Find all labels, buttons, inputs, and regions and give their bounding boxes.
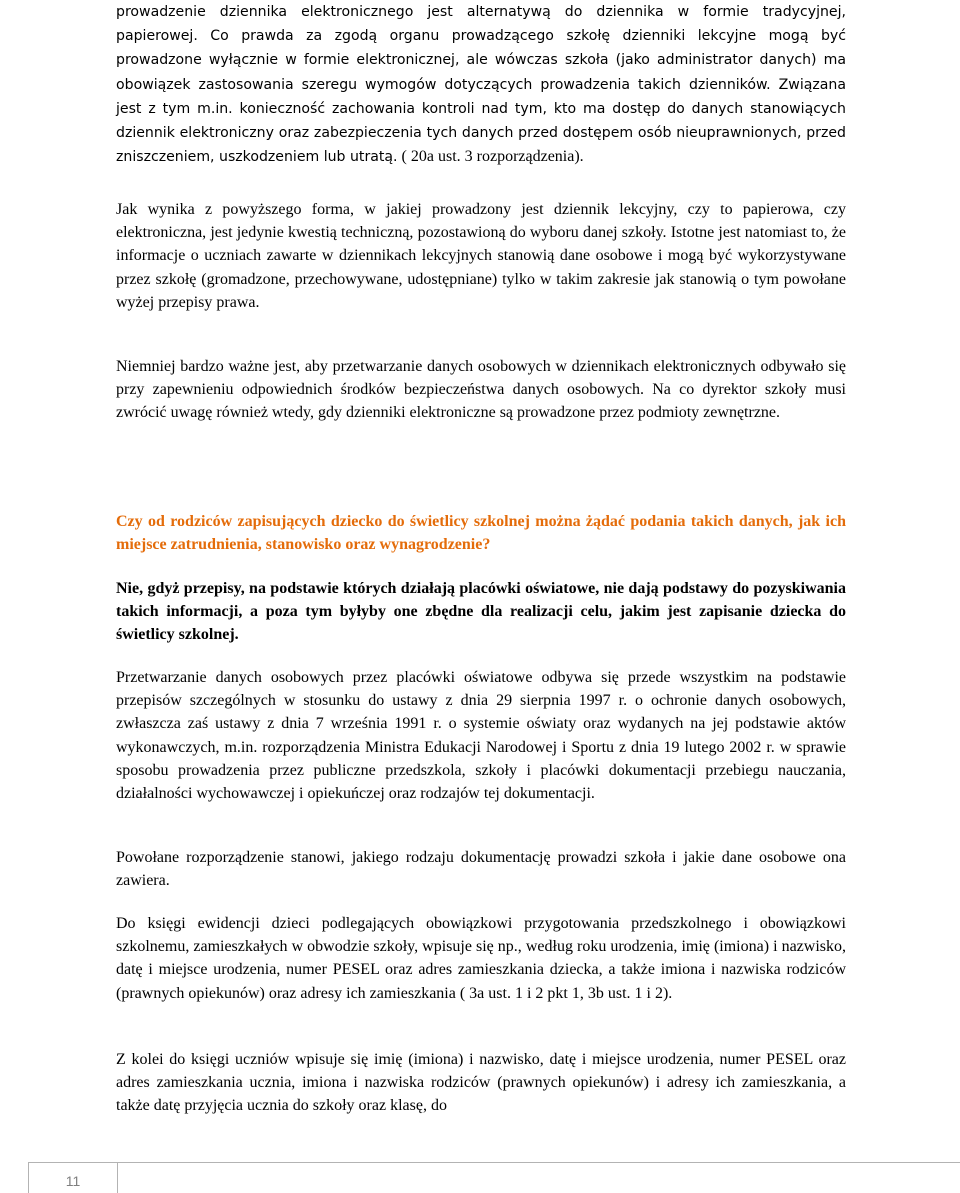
paragraph-text: prowadzenie dziennika elektronicznego jest alternatywą do dziennika w formie tradycyjnej, papierowej. Co prawda za zgodą organu prowadzącego szkołę dzienniki lekcyjne mogą być prowadzone wyłącznie w formie elektronicznej, ale wówczas szkoła (jako administrator danych) ma obowiązek zastosowania szeregu wymogów dotyczących prowadzenia takich dzienników. Związana jest z tym m.in. konieczność zachowania kontroli nad tym, kto ma dostęp do danych stanowiących dziennik elektroniczny oraz zabezpieczenia tych danych przed dostępem osób nieuprawnionych, przed zniszczeniem, uszkodzeniem lub utratą. bbox=[116, 4, 846, 166]
answer-bold: Nie, gdyż przepisy, na podstawie których działają placówki oświatowe, nie dają podstawy do pozyskiwania takich informacji, a poza tym byłyby one zbędne dla realizacji celu, jakim jest zapisanie dziecka do świetlicy szkolnej. bbox=[116, 580, 846, 644]
paragraph-electronic-register bbox=[116, 0, 846, 169]
paragraph-citation: ( 20a ust. 3 rozporządzenia). bbox=[397, 148, 584, 166]
paragraph-data-security bbox=[116, 355, 846, 425]
paragraph-legal-basis: Przetwarzanie danych osobowych przez placówki oświatowe odbywa się przede wszystkim na podstawie przepisów szczególnych w stosunku do ustawy z dnia 29 sierpnia 1997 r. o ochronie danych osobowych, zwłaszcza zaś ustawy z dnia 7 września 1991 r. o systemie oświaty oraz wydanych na jej podstawie aktów wykonawczych, m.in. rozporządzenia Ministra Edukacji Narodowej i Sportu z dnia 19 lutego 2002 r. w sprawie sposobu prowadzenia przez publiczne przedszkola, szkoły i placówki dokumentacji przebiegu nauczania, działalności wychowawczej i opiekuńczej oraz rodzajów tej dokumentacji. bbox=[116, 669, 846, 803]
paragraph-regulation: Powołane rozporządzenie stanowi, jakiego rodzaju dokumentację prowadzi szkoła i jakie dane osobowe ona zawiera. bbox=[116, 849, 846, 890]
paragraph-students-book: Z kolei do księgi uczniów wpisuje się imię (imiona) i nazwisko, datę i miejsce urodzenia, numer PESEL oraz adres zamieszkania ucznia, imiona i nazwiska rodziców (prawnych opiekunów) i adresy ich zamieszkania, a także datę przyjęcia ucznia do szkoły oraz klasę, do bbox=[116, 1051, 846, 1115]
paragraph-register-form bbox=[116, 198, 846, 314]
paragraph-text: Na co dyrektor szkoły musi zwrócić uwagę również wtedy, gdy dzienniki elektroniczne są prowadzone przez podmioty zewnętrzne. bbox=[116, 381, 846, 422]
paragraph-register-book: Do księgi ewidencji dzieci podlegających obowiązkowi przygotowania przedszkolnego i obowiązkowi szkolnemu, zamieszkałych w obwodzie szkoły, wpisuje się np., według roku urodzenia, imię (imiona) i nazwisko, datę i miejsce urodzenia, numer PESEL oraz adres zamieszkania dziecka, a także imiona i nazwiska rodziców (prawnych opiekunów) oraz adresy ich zamieszkania ( 3a ust. 1 i 2 pkt 1, 3b ust. 1 i 2). bbox=[116, 915, 846, 1002]
question-heading: Czy od rodziców zapisujących dziecko do świetlicy szkolnej można żądać podania takich danych, jak ich miejsce zatrudnienia, stanowisko oraz wynagrodzenie? bbox=[116, 513, 846, 554]
paragraph-text: Jak wynika z powyższego forma, w jakiej prowadzony jest dziennik lekcyjny, czy to papierowa, czy elektroniczna, jest jedynie kwestią techniczną, pozostawioną do wyboru danej szkoły. bbox=[116, 201, 846, 242]
paragraph-text: Istotne jest natomiast to, że informacje o uczniach zawarte w dziennikach lekcyjnych stanowią dane osobowe i mogą być wykorzystywane przez szkołę (gromadzone, przechowywane, udostępniane) tylko w takim zakresie jak stanowią o tym powołane wyżej przepisy prawa. bbox=[116, 224, 847, 311]
page-number: 11 bbox=[65, 1173, 81, 1189]
paragraph-text: Niemniej bardzo ważne jest, aby przetwarzanie danych osobowych w dziennikach elektronicznych odbywało się przy zapewnieniu odpowiednich środków bezpieczeństwa danych osobowych. bbox=[116, 358, 846, 399]
footer-page-box bbox=[28, 1162, 118, 1193]
footer-divider bbox=[118, 1162, 960, 1163]
